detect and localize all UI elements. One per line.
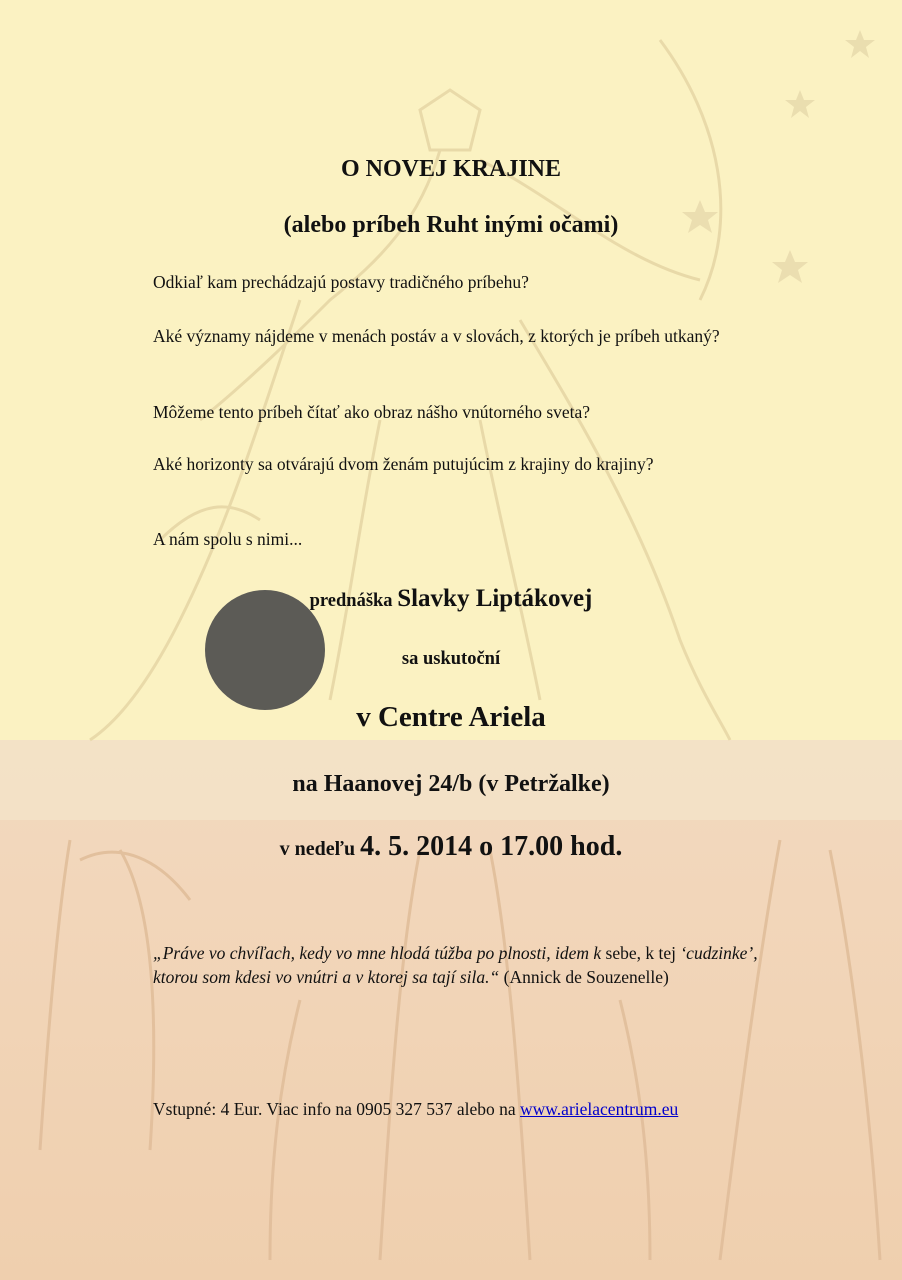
venue-line: v Centre Ariela [356, 701, 546, 733]
website-link[interactable]: www.arielacentrum.eu [520, 1099, 679, 1119]
page-subtitle: (alebo príbeh Ruht inými očami) [283, 212, 619, 238]
event-datetime: 4. 5. 2014 o 17.00 hod. [360, 831, 623, 862]
quote-text-c: ‘cudzinke’, ktorou som kdesi vo vnútri a v ktorej sa tají sila.“ [153, 943, 758, 987]
question-paragraph: Aké horizonty sa otvárajú dvom ženám putujúcim z krajiny do krajiny? [153, 454, 654, 474]
lecture-prefix: prednáška [309, 591, 393, 611]
date-prefix: v nedeľu [279, 838, 356, 860]
lecture-line [0, 585, 902, 613]
question-paragraph: A nám spolu s nimi... [153, 529, 303, 549]
lecturer-name: Slavky Liptákovej [397, 585, 593, 612]
quote-text-a: „Práve vo chvíľach, kedy vo mne hlodá túžba po plnosti, idem k [153, 943, 602, 963]
question-paragraph: Aké významy nájdeme v menách postáv a v slovách, z ktorých je príbeh utkaný? [153, 326, 720, 346]
held-line: sa uskutoční [401, 649, 501, 669]
page-title: O NOVEJ KRAJINE [340, 156, 562, 182]
quote-paragraph [153, 941, 773, 989]
address-line: na Haanovej 24/b (v Petržalke) [292, 771, 610, 797]
quote-text-b: sebe, k tej [601, 943, 681, 963]
footer-text: Vstupné: 4 Eur. Viac info na 0905 327 537 alebo na [153, 1099, 521, 1119]
question-paragraph: Odkiaľ kam prechádzajú postavy tradičného príbehu? [153, 272, 529, 292]
quote-author: (Annick de Souzenelle) [499, 967, 669, 987]
question-paragraph: Môžeme tento príbeh čítať ako obraz nášho vnútorného sveta? [153, 402, 591, 422]
footer-info [153, 1097, 793, 1121]
date-line [0, 831, 902, 863]
